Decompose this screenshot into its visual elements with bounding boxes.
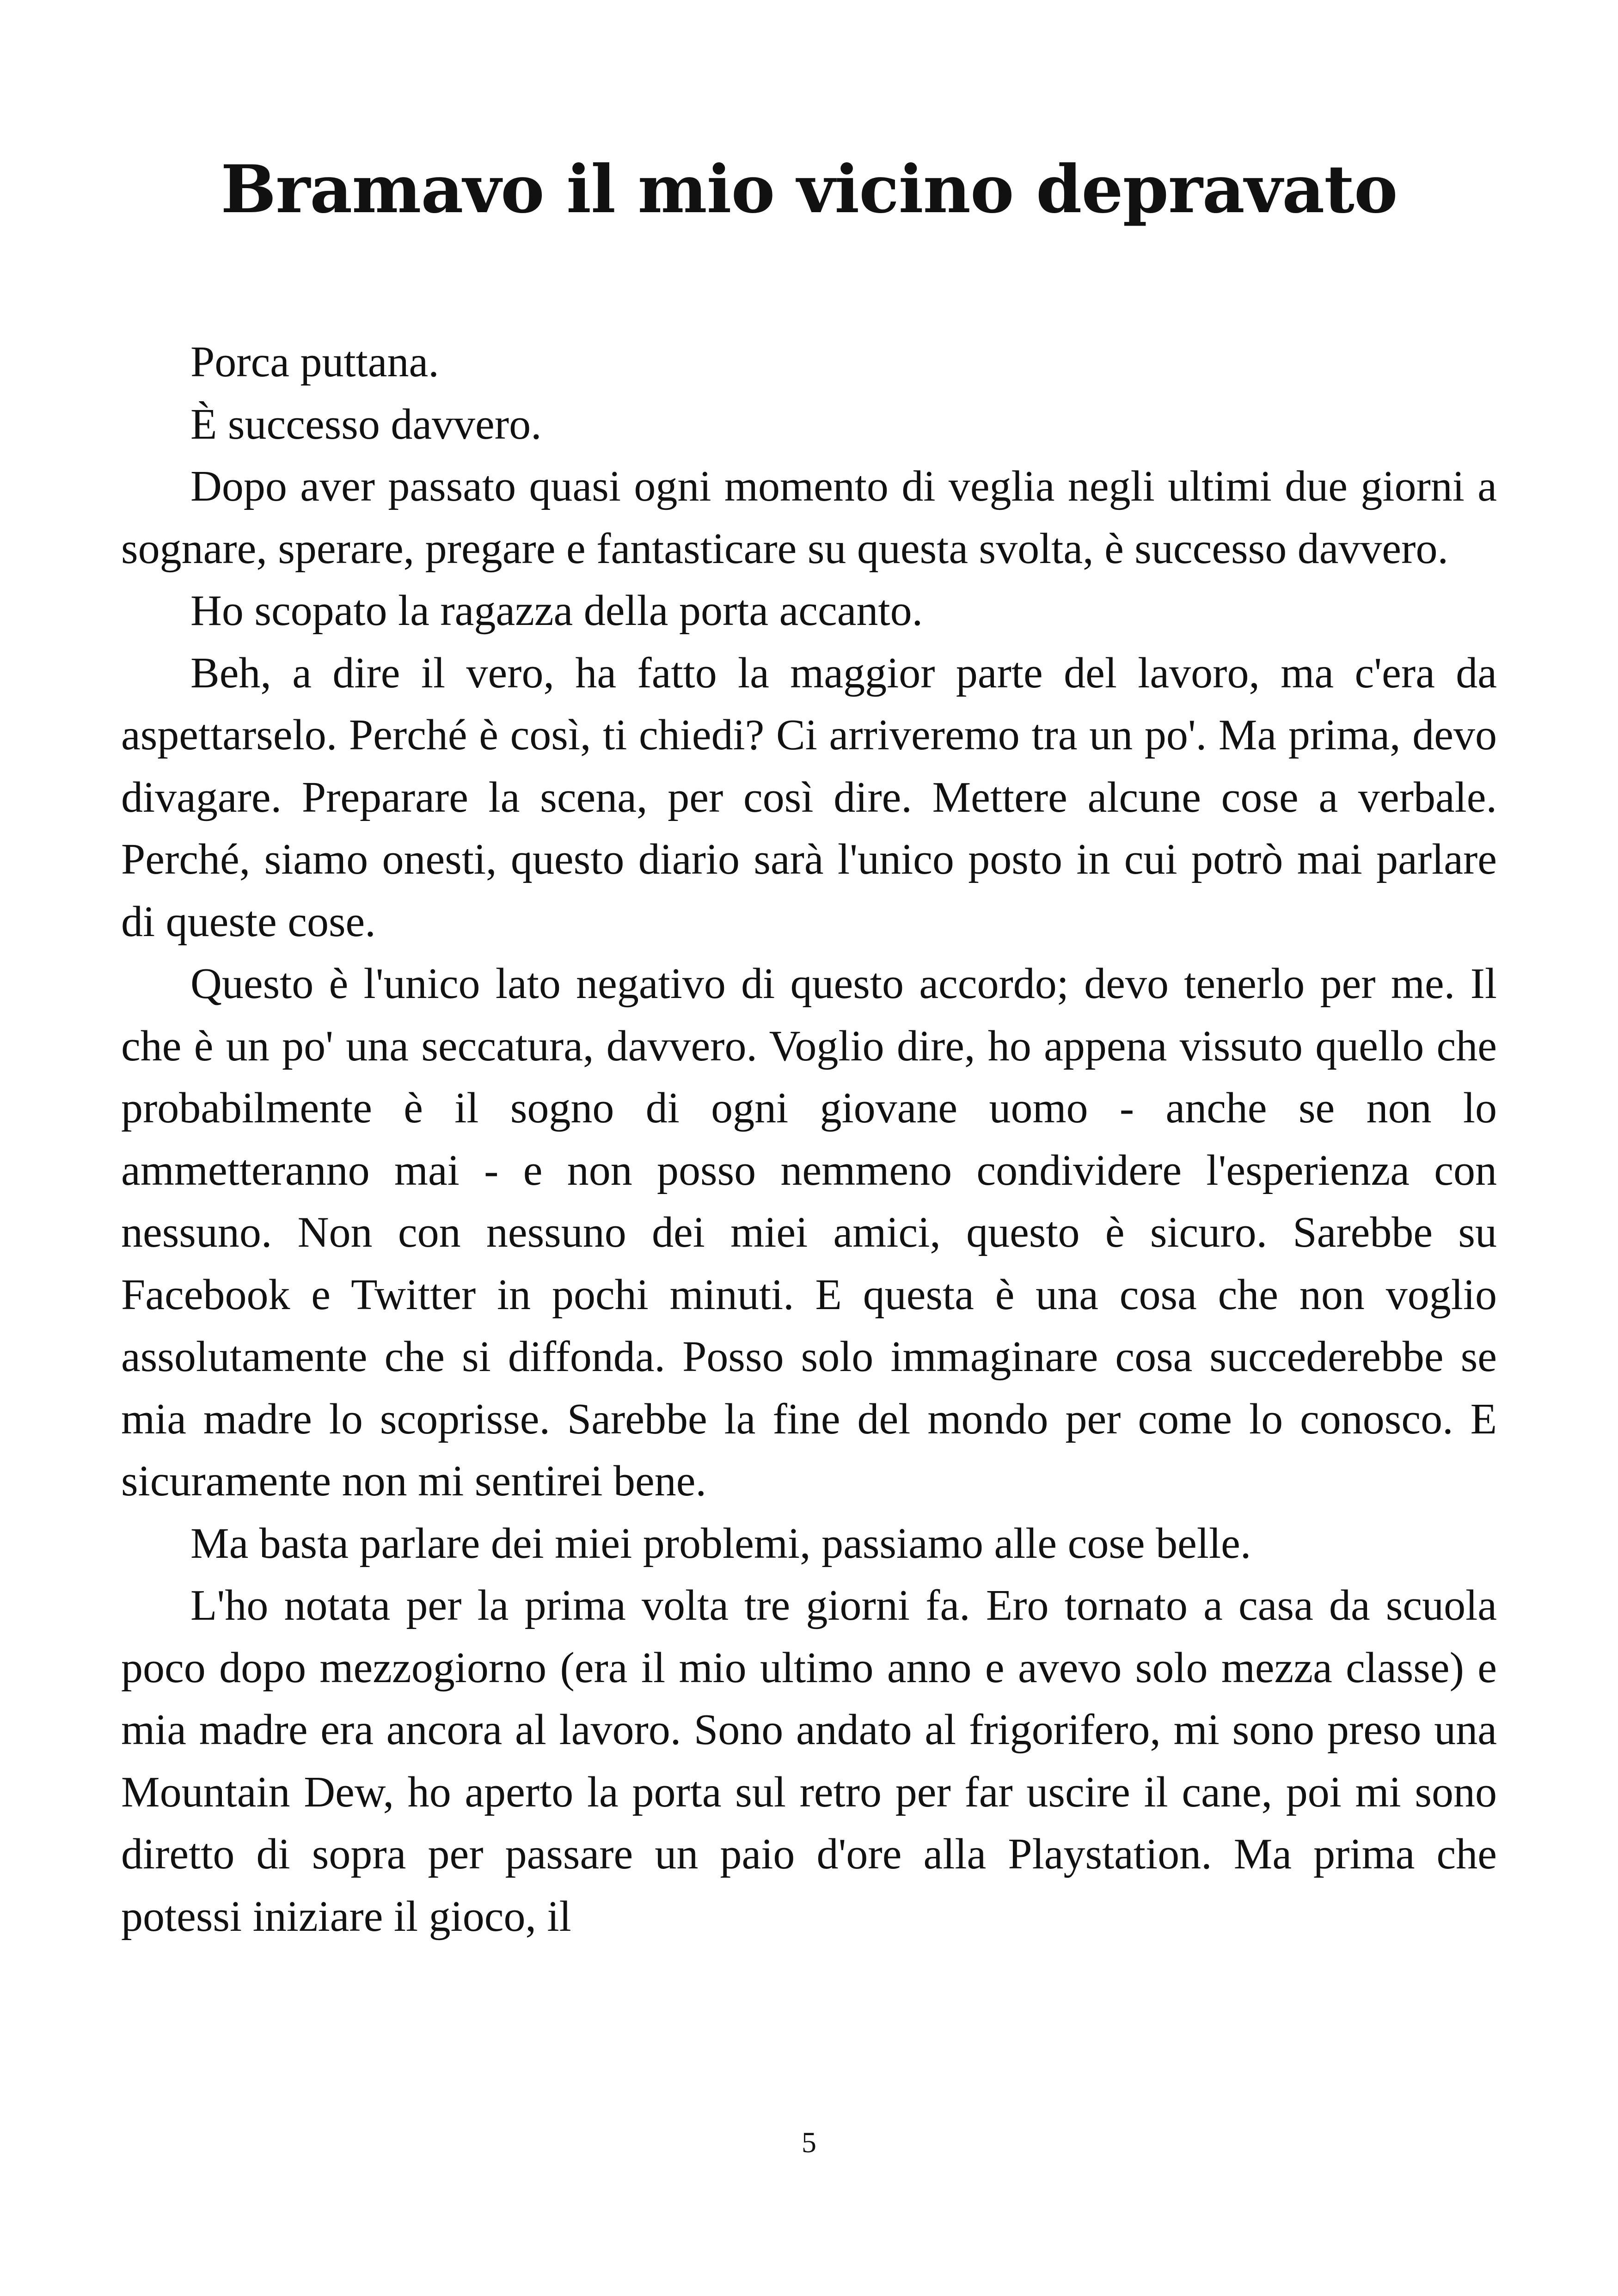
paragraph: Ho scopato la ragazza della porta accanto. — [190, 587, 923, 635]
page-body — [121, 331, 1497, 1947]
paragraph: È successo davvero. — [190, 400, 542, 448]
paragraph: Porca puttana. — [190, 338, 439, 386]
paragraph: L'ho notata per la prima volta tre giorni fa. Ero tornato a casa da scuola poco dopo mezzogiorno (era il mio ultimo anno e avevo solo mezza classe) e mia madre era ancora al lavoro. Sono andato al frigorifero, mi sono preso una Mountain Dew, ho aperto la porta sul retro per far uscire il cane, poi mi sono diretto di sopra per passare un paio d'ore alla Playstation. Ma prima che potessi iniziare il gioco, il — [121, 1581, 1497, 1941]
page-number: 5 — [802, 2126, 816, 2159]
paragraph: Questo è l'unico lato negativo di questo accordo; devo tenerlo per me. Il che è un po' una seccatura, davvero. Voglio dire, ho appena vissuto quello che probabilmente è il sogno di ogni giovane uomo - anche se non lo ammetteranno mai - e non posso nemmeno condividere l'esperienza con nessuno. Non con nessuno dei miei amici, questo è sicuro. Sarebbe su Facebook e Twitter in pochi minuti. E questa è una cosa che non voglio assolutamente che si diffonda. Posso solo immaginare cosa succederebbe se mia madre lo scoprisse. Sarebbe la fine del mondo per come lo conosco. E sicuramente non mi sentirei bene. — [121, 960, 1497, 1505]
paragraph: Dopo aver passato quasi ogni momento di veglia negli ultimi due giorni a sognare, sperare, pregare e fantasticare su questa svolta, è successo davvero. — [121, 462, 1497, 573]
chapter-title: Bramavo il mio vicino depravato — [221, 151, 1397, 228]
paragraph: Beh, a dire il vero, ha fatto la maggior parte del lavoro, ma c'era da aspettarselo. Perché è così, ti chiedi? Ci arriveremo tra un po'. Ma prima, devo divagare. Preparare la scena, per così dire. Mettere alcune cose a verbale. Perché, siamo onesti, questo diario sarà l'unico posto in cui potrò mai parlare di queste cose. — [121, 649, 1497, 946]
paragraph: Ma basta parlare dei miei problemi, passiamo alle cose belle. — [190, 1519, 1251, 1567]
